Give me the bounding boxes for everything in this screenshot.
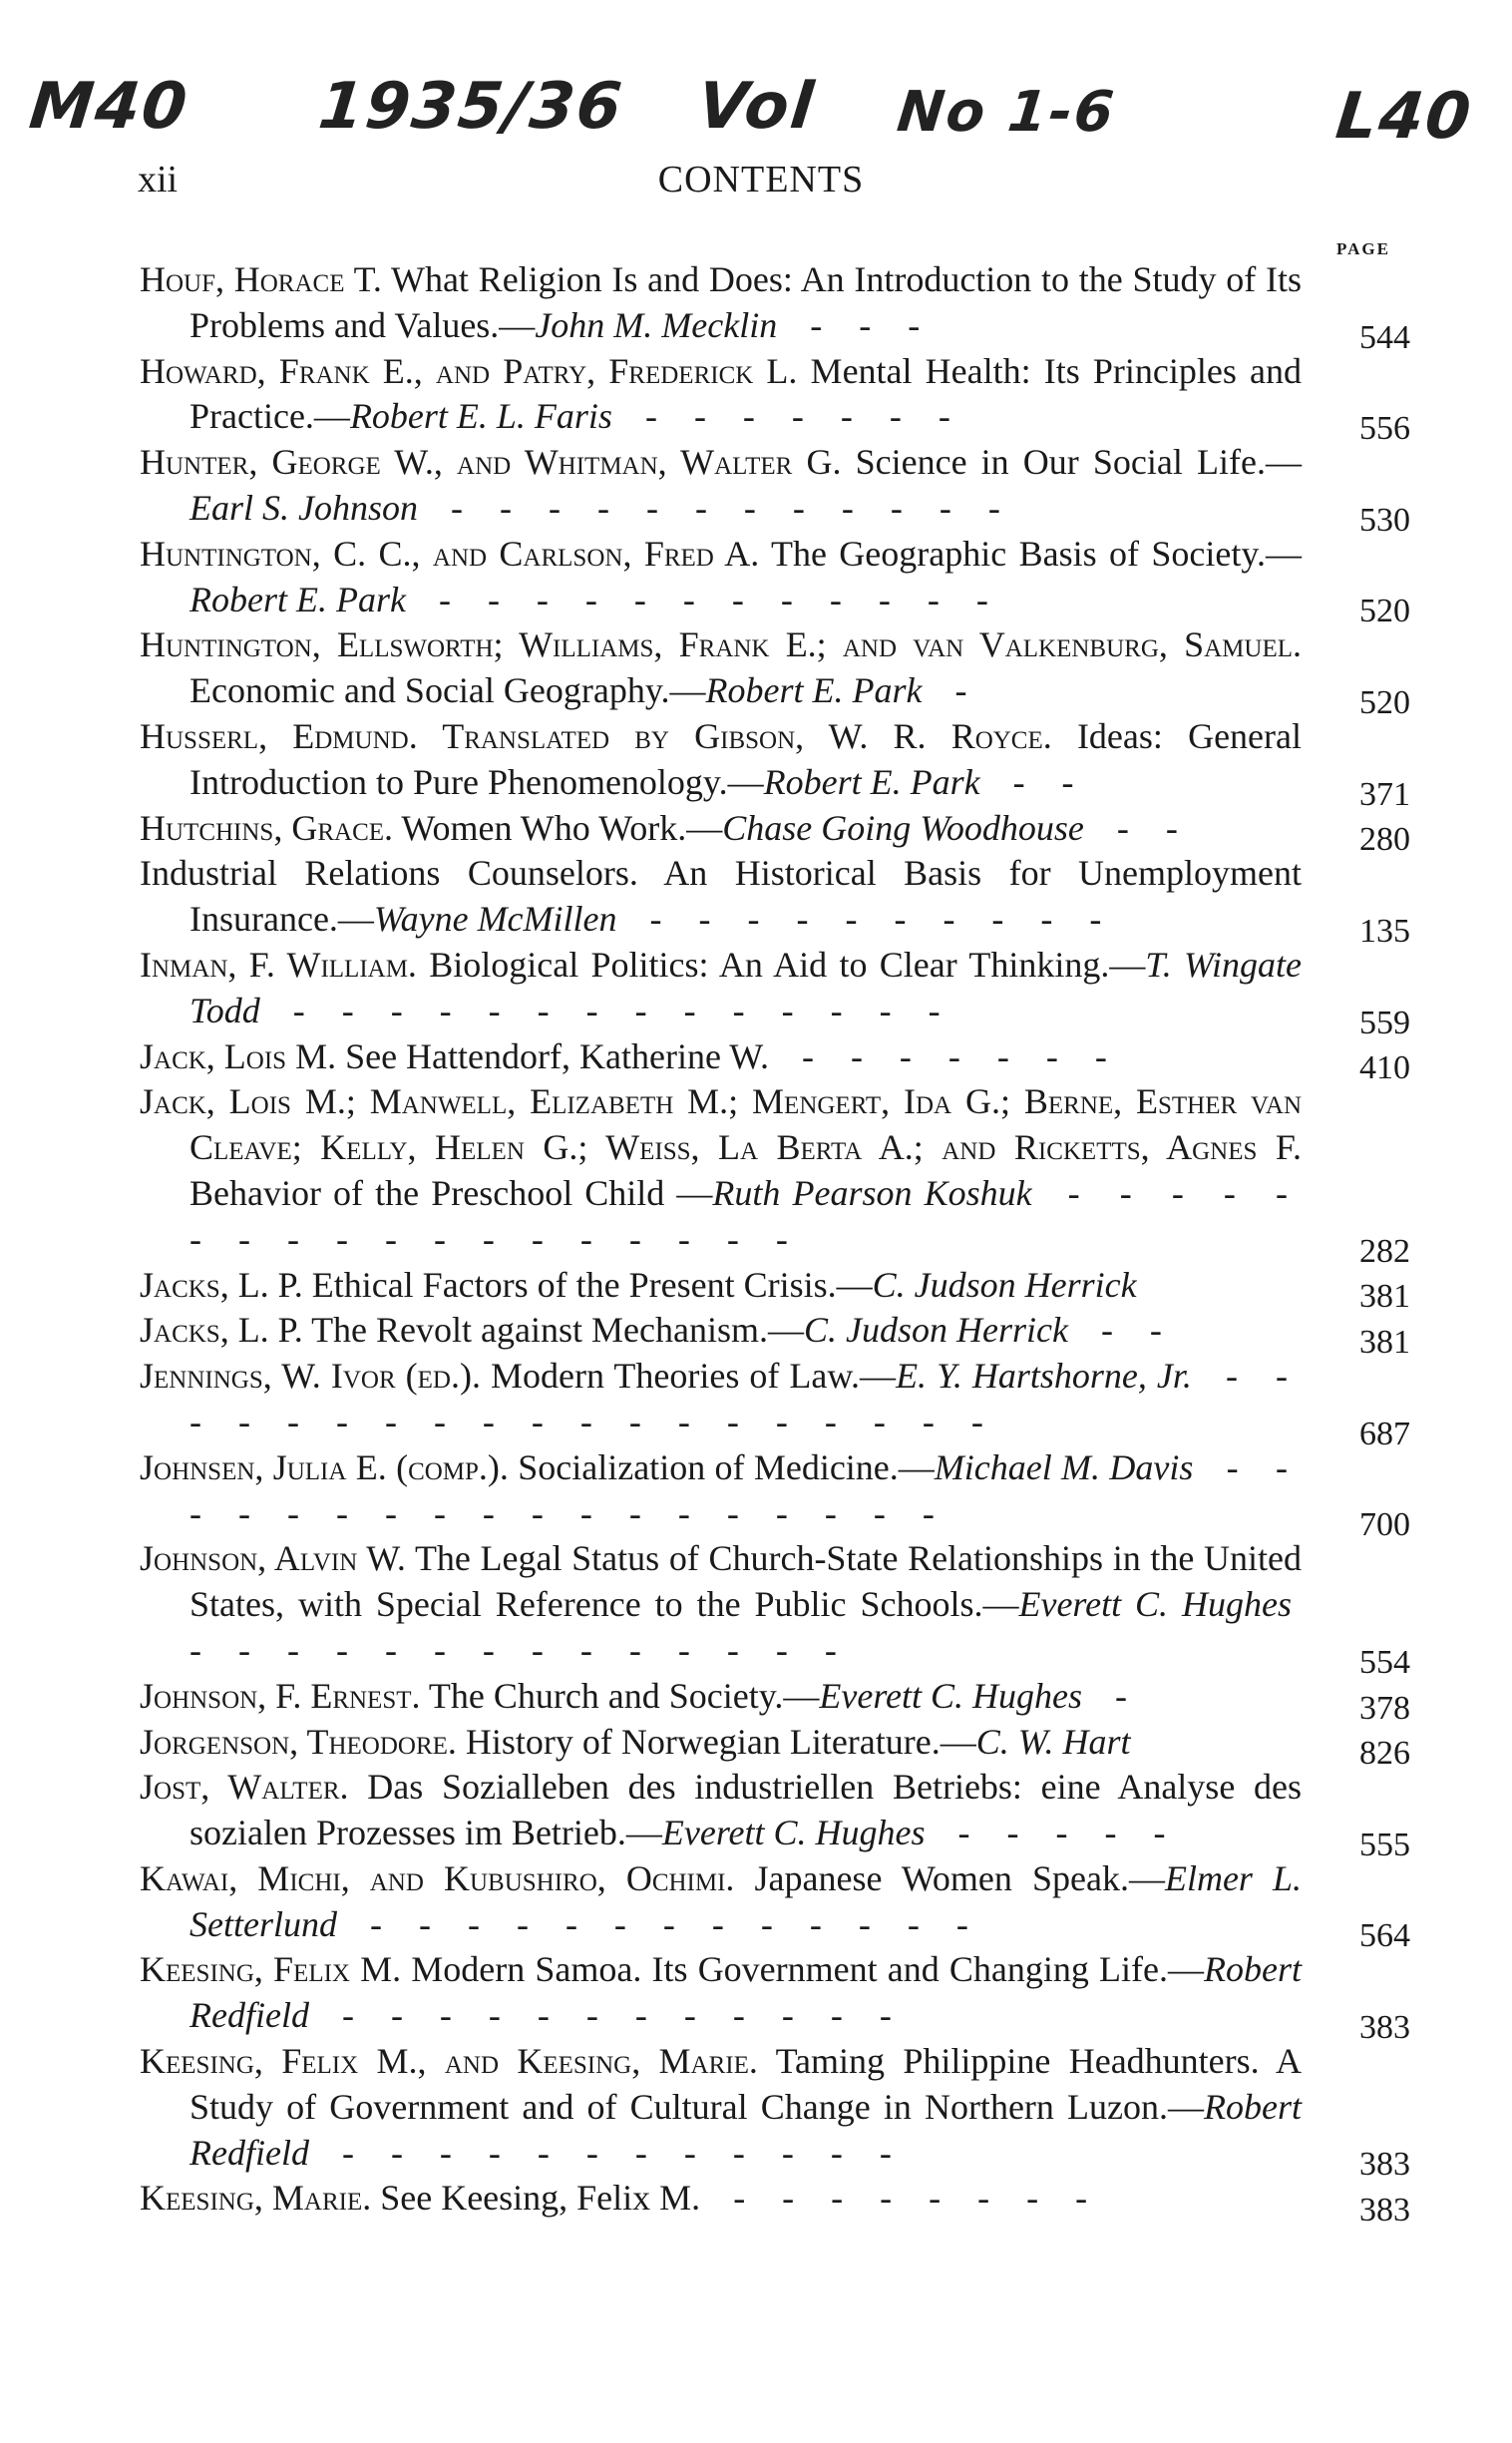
entry-reviewer: Robert E. Park bbox=[705, 670, 923, 711]
entry-title: History of Norwegian Literature.— bbox=[456, 1721, 976, 1762]
entry-text bbox=[140, 1856, 1303, 1948]
entry-page-number: 282 bbox=[1359, 1232, 1410, 1270]
entry-title: Economic and Social Geography.— bbox=[189, 670, 706, 711]
entry-reviewer: Robert E. L. Faris bbox=[349, 396, 612, 437]
page-title: CONTENTS bbox=[657, 159, 865, 201]
entry-page-number: 520 bbox=[1359, 593, 1410, 630]
entry-author: Howard, Frank E., and Patry, Frederick L. bbox=[140, 350, 798, 391]
entry-text bbox=[140, 714, 1302, 806]
entry-text bbox=[140, 806, 1302, 852]
entry-title: Japanese Women Speak.— bbox=[734, 1857, 1165, 1898]
entry-title: Women Who Work.— bbox=[393, 807, 723, 848]
entry-author: Hutchins, Grace. bbox=[140, 807, 394, 848]
handwritten-mark: Vol bbox=[694, 70, 819, 144]
list-item bbox=[0, 2039, 1512, 2184]
dot-leader: - - bbox=[989, 761, 1088, 802]
entry-text bbox=[140, 1308, 1302, 1354]
entry-reviewer: Elmer L. Setterlund bbox=[189, 1857, 1303, 1944]
entry-reviewer: C. Judson Herrick bbox=[872, 1264, 1137, 1305]
handwritten-mark: No 1-6 bbox=[894, 80, 1119, 145]
entry-title: Industrial Relations Counselors. An Historical Basis for Unemployment Insurance.— bbox=[140, 853, 1302, 940]
entry-text bbox=[140, 1079, 1302, 1262]
entry-text bbox=[140, 440, 1302, 532]
entry-page-number: 544 bbox=[1359, 318, 1410, 356]
entry-title: Ideas: General Introduction to Pure Phenomenology.— bbox=[189, 715, 1302, 802]
entry-title: Das Sozialleben des industriellen Betriebs: eine Analyse des sozialen Prozesses im Betrieb.— bbox=[189, 1767, 1302, 1853]
entry-page-number: 378 bbox=[1359, 1689, 1410, 1727]
handwritten-mark: L40 bbox=[1332, 80, 1476, 154]
list-item bbox=[0, 1263, 1512, 1316]
contents-list bbox=[0, 257, 1512, 2230]
entry-author: Keesing, Marie. bbox=[140, 2178, 372, 2219]
entry-author: Jack, Lois M. bbox=[140, 1035, 337, 1076]
entry-text bbox=[140, 1445, 1302, 1537]
entry-text bbox=[140, 1536, 1302, 1673]
entry-author: Johnson, F. Ernest. bbox=[140, 1675, 421, 1716]
entry-author: Jost, Walter. bbox=[140, 1767, 349, 1808]
entry-page-number: 554 bbox=[1359, 1643, 1410, 1681]
entry-text bbox=[140, 532, 1302, 623]
entry-page-number: 520 bbox=[1359, 683, 1410, 721]
entry-title: The Legal Status of Church-State Relationships in the United States, with Special Reference to the Public Schools.— bbox=[189, 1538, 1302, 1625]
entry-page-number: 556 bbox=[1359, 410, 1410, 448]
entry-page-number: 383 bbox=[1359, 2009, 1410, 2047]
entry-page-number: 687 bbox=[1359, 1415, 1410, 1452]
dot-leader: - - - - - - - - - - - - bbox=[318, 1995, 906, 2036]
entry-author: Jack, Lois M.; Manwell, Elizabeth M.; Mengert, Ida G.; Berne, Esther van Cleave; Kelly, Helen G.; Weiss, La Berta A.; and Ricketts, Agnes F. bbox=[140, 1081, 1302, 1168]
dot-leader: - - - - - - - - - - bbox=[626, 899, 1116, 940]
entry-title: Ethical Factors of the Present Crisis.— bbox=[302, 1264, 873, 1305]
entry-reviewer: E. Y. Hartshorne, Jr. bbox=[896, 1356, 1192, 1397]
entry-text bbox=[140, 349, 1302, 441]
list-item bbox=[0, 943, 1512, 1041]
list-item bbox=[0, 349, 1512, 448]
entry-title: See Hattendorf, Katherine W. bbox=[336, 1035, 769, 1076]
list-item bbox=[0, 714, 1512, 813]
list-item bbox=[0, 440, 1512, 539]
entry-reviewer: Robert E. Park bbox=[763, 761, 980, 802]
entry-reviewer: C. Judson Herrick bbox=[803, 1310, 1068, 1351]
dot-leader: - - - bbox=[787, 304, 935, 345]
dot-leader: - bbox=[1092, 1675, 1142, 1716]
entry-page-number: 381 bbox=[1359, 1324, 1410, 1362]
entry-title: The Geographic Basis of Society.— bbox=[759, 533, 1302, 574]
entry-page-number: 381 bbox=[1359, 1278, 1410, 1316]
entry-page-number: 555 bbox=[1359, 1826, 1410, 1863]
dot-leader: - - - - - - - - - - - - bbox=[428, 487, 1014, 528]
entry-page-number: 564 bbox=[1359, 1917, 1410, 1955]
entry-reviewer: Everett C. Hughes bbox=[819, 1675, 1083, 1716]
entry-page-number: 383 bbox=[1359, 2146, 1410, 2184]
list-item bbox=[0, 1354, 1512, 1452]
dot-leader: - - - - - - - - - - - - - - bbox=[269, 990, 954, 1030]
list-item bbox=[0, 806, 1512, 859]
list-item bbox=[0, 1674, 1512, 1727]
dot-leader: - - - - - - - - - - - - - - bbox=[189, 1629, 851, 1670]
entry-author: Johnson, Alvin W. bbox=[140, 1538, 406, 1579]
list-item bbox=[0, 1079, 1512, 1270]
handwritten-annotations bbox=[0, 60, 1512, 170]
entry-title: Mental Health: Its Principles and Practice.— bbox=[189, 350, 1302, 437]
dot-leader: - - - - - bbox=[935, 1813, 1180, 1853]
handwritten-mark: M40 bbox=[26, 70, 192, 144]
entry-page-number: 371 bbox=[1359, 775, 1410, 813]
entry-author: Huntington, C. C., and Carlson, Fred A. bbox=[140, 533, 760, 574]
entry-title: The Revolt against Mechanism.— bbox=[302, 1310, 804, 1351]
entry-author: Keesing, Felix M., and Keesing, Marie. bbox=[140, 2041, 758, 2082]
dot-leader: - - - - - - - - - - - - bbox=[318, 2132, 906, 2173]
entry-reviewer: Ruth Pearson Koshuk bbox=[712, 1172, 1032, 1213]
dot-leader: - - - - - - - - bbox=[710, 2178, 1102, 2219]
entry-title: Socialization of Medicine.— bbox=[508, 1446, 935, 1487]
dot-leader: - bbox=[932, 670, 981, 711]
list-item bbox=[0, 622, 1512, 721]
dot-leader: - - - - - - - - - - - - - - - - - - bbox=[189, 1172, 1302, 1259]
entry-reviewer: Wayne McMillen bbox=[373, 899, 617, 940]
entry-author: Inman, F. William. bbox=[140, 944, 417, 985]
entry-author: Kawai, Michi, and Kubushiro, Ochimi. bbox=[140, 1857, 735, 1898]
list-item bbox=[0, 1720, 1512, 1773]
dot-leader: - - bbox=[1093, 807, 1192, 848]
list-item bbox=[0, 257, 1512, 356]
dot-leader: - - - - - - - - - - - - - - - - - - bbox=[189, 1446, 1302, 1533]
entry-author: Houf, Horace T. bbox=[140, 259, 382, 299]
list-item bbox=[0, 2176, 1512, 2230]
list-item bbox=[0, 1856, 1512, 1955]
entry-title: What Religion Is and Does: An Introduction to the Study of Its Problems and Values.— bbox=[189, 259, 1302, 345]
entry-reviewer: Everett C. Hughes bbox=[661, 1813, 926, 1853]
entry-reviewer: Earl S. Johnson bbox=[189, 487, 418, 528]
entry-author: Huntington, Ellsworth; Williams, Frank E.; and van Valkenburg, Samuel. bbox=[140, 624, 1302, 665]
entry-text bbox=[140, 1354, 1302, 1445]
entry-title: Modern Samoa. Its Government and Changing Life.— bbox=[401, 1949, 1205, 1990]
entry-text bbox=[140, 2176, 1302, 2222]
page-column-label: PAGE bbox=[1336, 239, 1390, 258]
dot-leader: - - - - - - - bbox=[621, 396, 964, 437]
entry-text bbox=[140, 1720, 1302, 1766]
entry-author: Jacks, L. P. bbox=[140, 1310, 303, 1351]
entry-reviewer: Everett C. Hughes bbox=[1018, 1584, 1292, 1625]
entry-reviewer: Robert Redfield bbox=[189, 1949, 1302, 2036]
entry-text bbox=[140, 943, 1303, 1034]
entry-page-number: 410 bbox=[1359, 1049, 1410, 1087]
dot-leader: - - bbox=[1077, 1310, 1176, 1351]
entry-text bbox=[140, 257, 1302, 349]
dot-leader: - - - - - - - - - - - - bbox=[415, 579, 1002, 619]
list-item bbox=[0, 1308, 1512, 1362]
entry-page-number: 530 bbox=[1359, 501, 1410, 539]
entry-page-number: 280 bbox=[1359, 821, 1410, 859]
entry-text bbox=[140, 2039, 1302, 2176]
entry-reviewer: Chase Going Woodhouse bbox=[722, 807, 1084, 848]
entry-title: Science in Our Social Life.— bbox=[841, 442, 1302, 483]
entry-page-number: 135 bbox=[1359, 912, 1410, 950]
entry-page-number: 559 bbox=[1359, 1004, 1410, 1041]
entry-author: Husserl, Edmund. Translated by Gibson, W. R. Royce. bbox=[140, 715, 1052, 756]
entry-text bbox=[140, 1674, 1302, 1720]
dot-leader: - - - - - - - bbox=[778, 1035, 1121, 1076]
handwritten-mark: 1935/36 bbox=[315, 70, 627, 144]
list-item bbox=[0, 1536, 1512, 1681]
entry-title: Biological Politics: An Aid to Clear Thinking.— bbox=[416, 944, 1146, 985]
entry-page-number: 700 bbox=[1359, 1506, 1410, 1544]
entry-reviewer: John M. Mecklin bbox=[535, 304, 778, 345]
entry-text bbox=[140, 1263, 1302, 1309]
entry-reviewer: Robert Redfield bbox=[189, 2086, 1302, 2173]
entry-reviewer: Robert E. Park bbox=[189, 579, 406, 619]
entry-title: Taming Philippine Headhunters. A Study of Government and of Cultural Change in Northern Luzon.— bbox=[189, 2041, 1302, 2127]
entry-text bbox=[140, 622, 1302, 714]
entry-page-number: 383 bbox=[1359, 2192, 1410, 2230]
list-item bbox=[0, 851, 1512, 950]
entry-author: Jacks, L. P. bbox=[140, 1264, 303, 1305]
list-item bbox=[0, 1947, 1512, 2047]
entry-title: See Keesing, Felix M. bbox=[371, 2178, 701, 2219]
entry-title: Behavior of the Preschool Child — bbox=[189, 1172, 713, 1213]
entry-reviewer: Michael M. Davis bbox=[934, 1446, 1194, 1487]
entry-reviewer: C. W. Hart bbox=[975, 1721, 1131, 1762]
entry-author: Keesing, Felix M. bbox=[140, 1949, 402, 1990]
page-header bbox=[138, 158, 1384, 217]
entry-author: Jennings, W. Ivor (ed.). bbox=[140, 1356, 481, 1397]
entry-text bbox=[140, 851, 1302, 943]
list-item bbox=[0, 1445, 1512, 1544]
dot-leader: - - - - - - - - - - - - - - - - - - - bbox=[189, 1356, 1302, 1441]
entry-title: The Church and Society.— bbox=[420, 1675, 820, 1716]
entry-author: Jorgenson, Theodore. bbox=[140, 1721, 457, 1762]
entry-text bbox=[140, 1765, 1302, 1856]
list-item bbox=[0, 1765, 1512, 1863]
entry-author: Johnsen, Julia E. (comp.). bbox=[140, 1446, 509, 1487]
page-folio: xii bbox=[138, 159, 179, 201]
list-item bbox=[0, 1034, 1512, 1087]
entry-page-number: 826 bbox=[1359, 1735, 1410, 1773]
entry-text bbox=[140, 1034, 1302, 1080]
entry-author: Hunter, George W., and Whitman, Walter G. bbox=[140, 442, 842, 483]
list-item bbox=[0, 532, 1512, 630]
entry-title: Modern Theories of Law.— bbox=[480, 1356, 897, 1397]
entry-text bbox=[140, 1947, 1302, 2039]
entry-reviewer: T. Wingate Todd bbox=[189, 944, 1303, 1030]
dot-leader: - - - - - - - - - - - - - bbox=[346, 1903, 982, 1944]
